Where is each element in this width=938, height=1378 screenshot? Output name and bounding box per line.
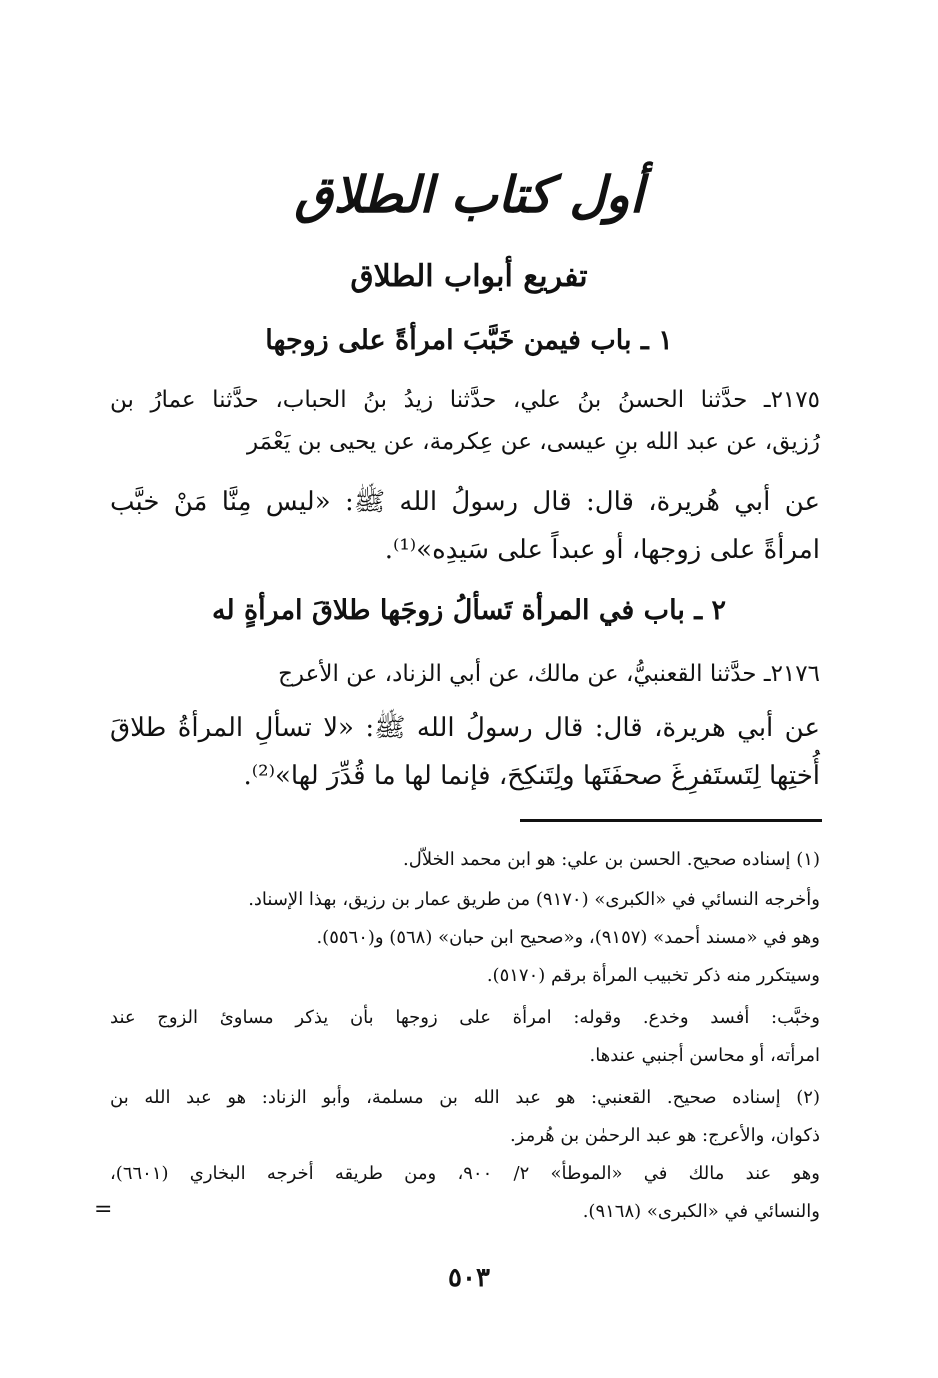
footnote-2-line-4: والنسائي في «الكبرى» (٩١٦٨). bbox=[582, 1201, 820, 1222]
footnote-2-line-3: وهو عند مالك في «الموطأ» ٢/ ٩٠٠، ومن طريقه أخرجه البخاري (٦٦٠١)، bbox=[110, 1163, 820, 1184]
hadith-2176-line-3: أُختِها لِتَستَفرِغَ صحفَتَها ولِتَنكِحَ، فإنما لها ما قُدِّرَ لها»⁽²⁾. bbox=[243, 761, 820, 791]
footnote-1-line-3: وهو في «مسند أحمد» (٩١٥٧)، و«صحيح ابن حبان» (٥٦٨) و(٥٥٦٠). bbox=[316, 927, 820, 948]
footnote-1-line-6: امرأته، أو محاسن أجنبي عندها. bbox=[589, 1045, 820, 1066]
footnote-separator bbox=[520, 819, 822, 822]
footnote-1-line-2: وأخرجه النسائي في «الكبرى» (٩١٧٠) من طريق عمار بن رزيق، بهذا الإسناد. bbox=[248, 889, 820, 910]
footnote-1-line-4: وسيتكرر منه ذكر تخبيب المرأة برقم (٥١٧٠). bbox=[486, 965, 820, 986]
footnote-2-line-2: ذكوان، والأعرج: هو عبد الرحمٰن بن هُرمز. bbox=[509, 1125, 820, 1146]
hadith-2175-line-1: ٢١٧٥ـ حدَّثنا الحسنُ بنُ علي، حدَّثنا زيدُ بنُ الحباب، حدَّثنا عمارُ بن bbox=[110, 387, 820, 413]
book-title: أول كتاب الطلاق bbox=[294, 165, 644, 224]
footnote-2-line-1: (٢) إسناده صحيح. القعنبي: هو عبد الله بن مسلمة، وأبو الزناد: هو عبد الله بن bbox=[110, 1087, 820, 1108]
hadith-2176-line-2: عن أبي هريرة، قال: قال رسولُ الله ﷺ: «لا تسألِ المرأةُ طلاقَ bbox=[110, 713, 820, 743]
chapter-1-heading: ١ ـ باب فيمن خَبَّبَ امرأةً على زوجها bbox=[265, 325, 673, 356]
hadith-2176-line-1: ٢١٧٦ـ حدَّثنا القعنبيُّ، عن مالك، عن أبي الزناد، عن الأعرج bbox=[278, 661, 820, 687]
hadith-2175-line-4: امرأةً على زوجها، أو عبداً على سَيدِه»⁽¹⁾. bbox=[384, 535, 820, 565]
continuation-mark: = bbox=[94, 1197, 113, 1222]
hadith-2175-line-2: رُزيق، عن عبد الله بنِ عيسى، عن عِكرمة، عن يحيى بن يَعْمَر bbox=[246, 429, 820, 455]
page-number: ٥٠٣ bbox=[448, 1263, 490, 1293]
footnote-1-line-1: (١) إسناده صحيح. الحسن بن علي: هو ابن محمد الخلاّل. bbox=[403, 849, 820, 870]
chapter-2-heading: ٢ ـ باب في المرأة تَسألُ زوجَها طلاقَ امرأةٍ له bbox=[211, 595, 727, 626]
footnote-1-line-5: وخبَّب: أفسد وخدع. وقوله: امرأة على زوجها بأن يذكر مساوئ الزوج عند bbox=[110, 1007, 820, 1028]
section-title: تفريع أبواب الطلاق bbox=[350, 259, 588, 294]
hadith-2175-line-3: عن أبي هُريرة، قال: قال رسولُ الله ﷺ: «ليس مِنَّا مَنْ خبَّب bbox=[110, 487, 820, 517]
